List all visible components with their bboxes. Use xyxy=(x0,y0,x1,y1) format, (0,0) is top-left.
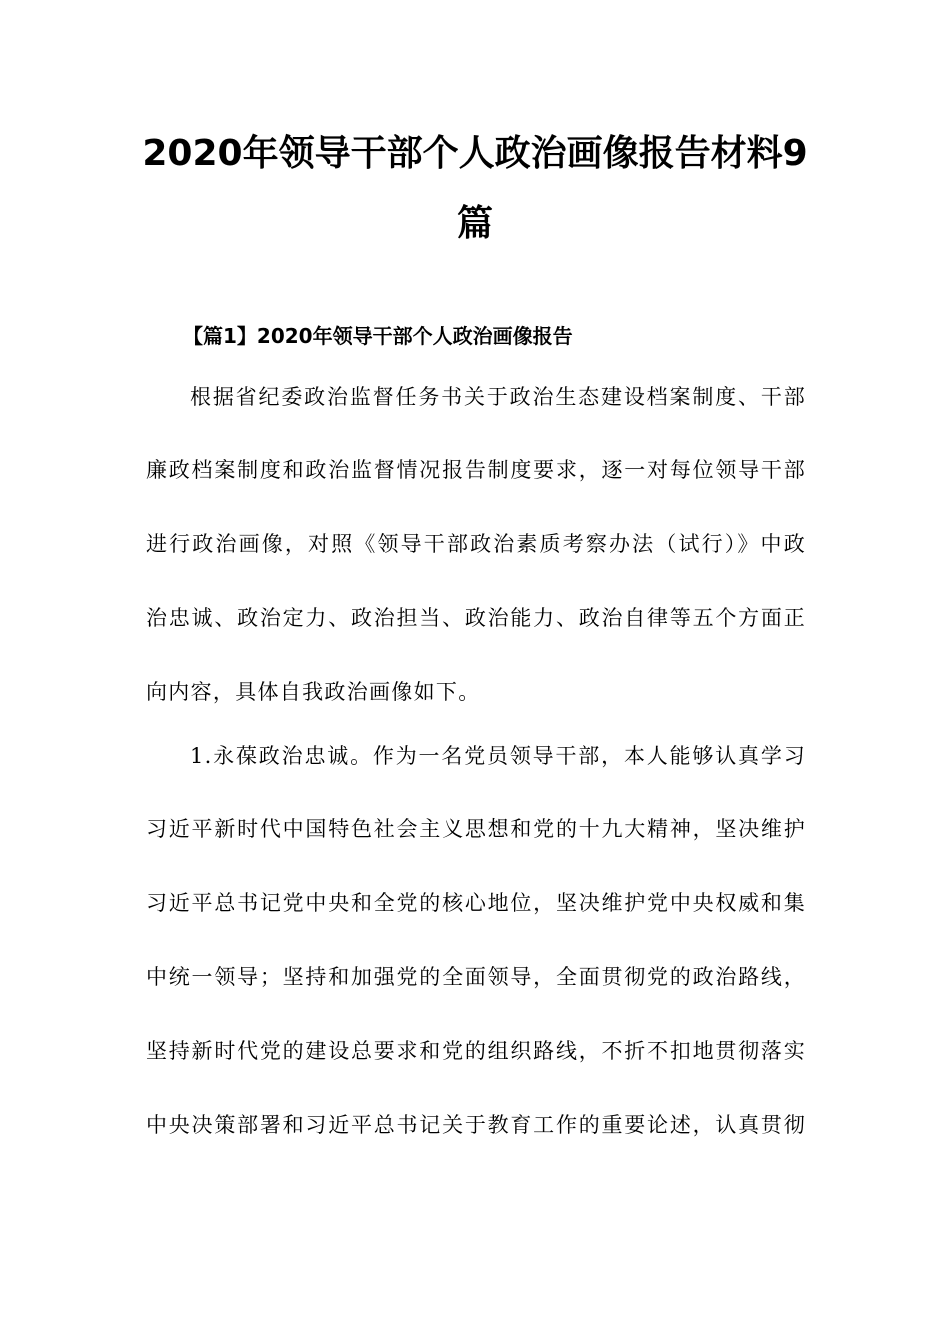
document-title-line-2: 篇 xyxy=(456,203,493,244)
paragraph-1-line: 根据省纪委政治监督任务书关于政治生态建设档案制度、干部 xyxy=(190,385,806,409)
paragraph-1-line: 向内容，具体自我政治画像如下。 xyxy=(146,680,481,704)
document-title-line-1: 2020年领导干部个人政治画像报告材料9 xyxy=(142,133,808,174)
section-heading: 【篇1】2020年领导干部个人政治画像报告 xyxy=(183,324,573,348)
paragraph-2-line: 中统一领导；坚持和加强党的全面领导，全面贯彻党的政治路线， xyxy=(146,965,806,989)
paragraph-2-line: 坚持新时代党的建设总要求和党的组织路线，不折不扣地贯彻落实 xyxy=(146,1039,806,1063)
paragraph-2-line: 习近平总书记党中央和全党的核心地位，坚决维护党中央权威和集 xyxy=(146,891,806,915)
paragraph-2-line: 习近平新时代中国特色社会主义思想和党的十九大精神，坚决维护 xyxy=(146,817,806,841)
paragraph-2-line: 1.永葆政治忠诚。作为一名党员领导干部，本人能够认真学习 xyxy=(190,744,806,768)
paragraph-2-line: 中央决策部署和习近平总书记关于教育工作的重要论述，认真贯彻 xyxy=(146,1113,806,1137)
paragraph-1-line: 廉政档案制度和政治监督情况报告制度要求，逐一对每位领导干部 xyxy=(146,458,806,482)
paragraph-1-line: 进行政治画像，对照《领导干部政治素质考察办法（试行）》中政 xyxy=(146,532,806,556)
paragraph-1-line: 治忠诚、政治定力、政治担当、政治能力、政治自律等五个方面正 xyxy=(146,606,806,630)
